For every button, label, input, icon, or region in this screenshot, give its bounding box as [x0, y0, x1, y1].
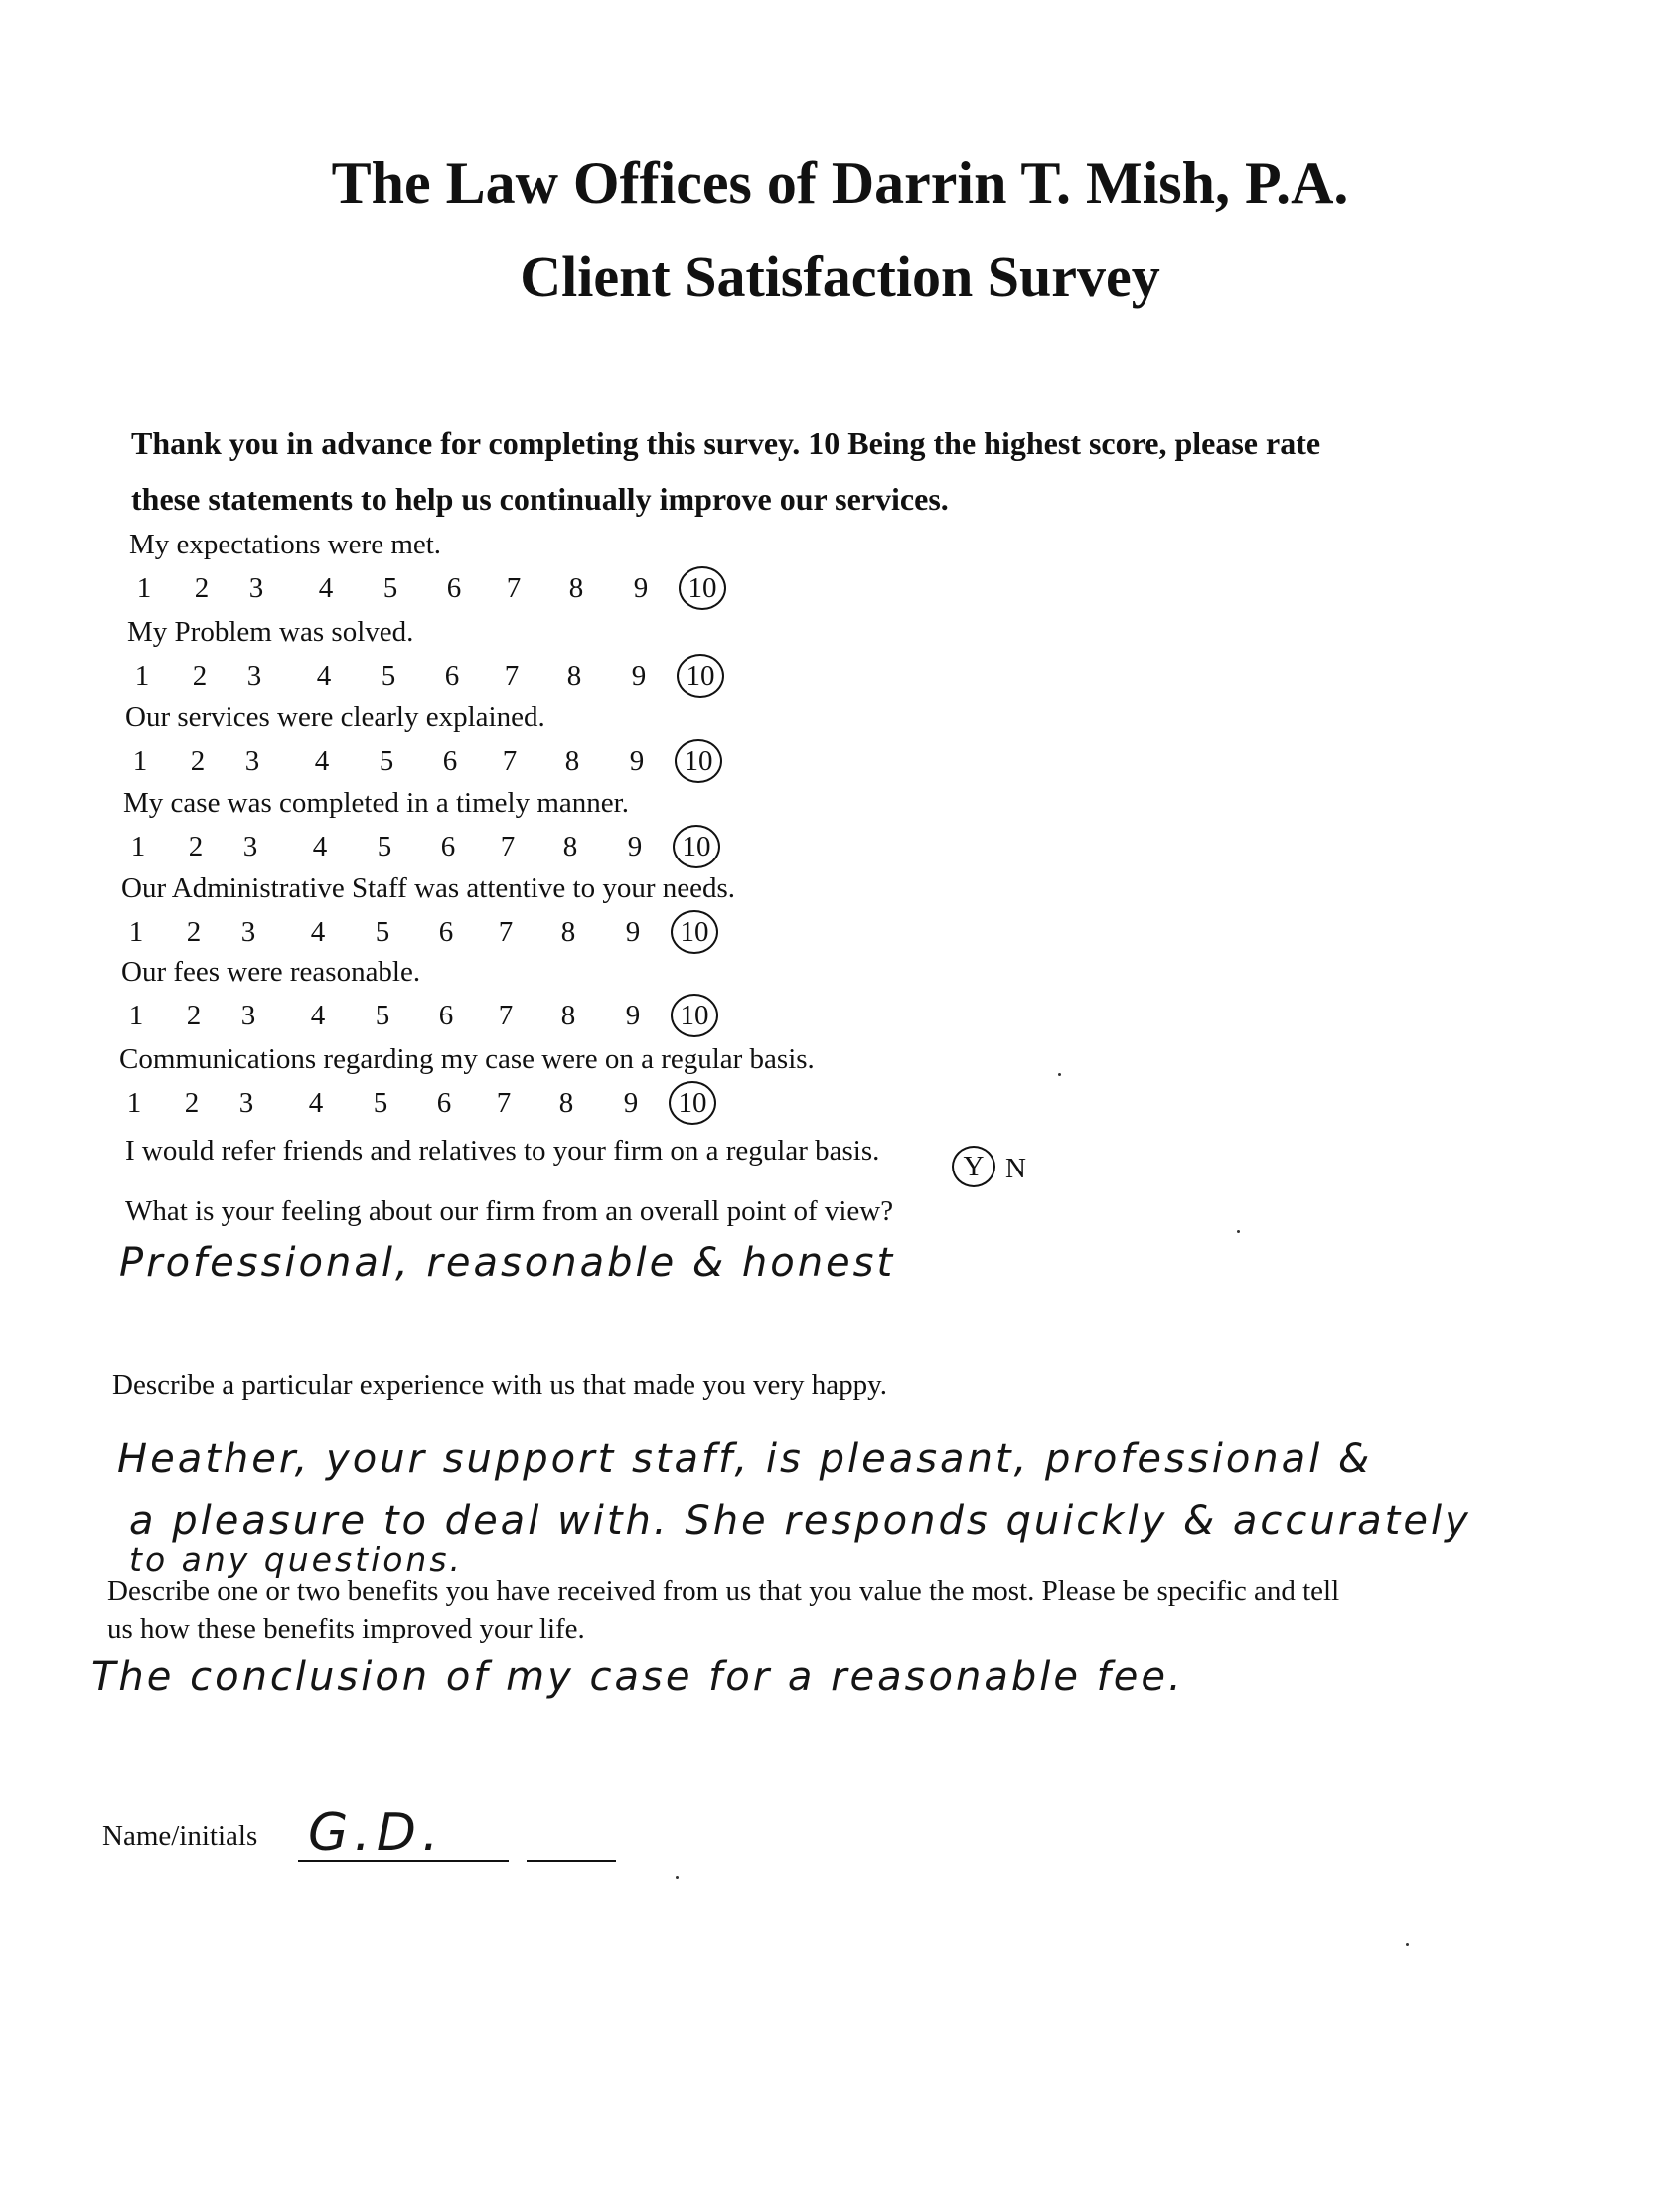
scan-speck — [676, 1876, 679, 1879]
rating-option[interactable]: 4 — [308, 1087, 324, 1119]
question-text: Communications regarding my case were on a regular basis. — [119, 1043, 815, 1075]
rating-option[interactable]: 9 — [627, 831, 643, 862]
rating-option[interactable]: 7 — [502, 745, 518, 777]
rating-option[interactable]: 8 — [558, 1087, 574, 1119]
refer-question: I would refer friends and relatives to your firm on a regular basis. — [125, 1135, 880, 1167]
experience-question: Describe a particular experience with us that made you very happy. — [112, 1369, 887, 1401]
question-text: Our Administrative Staff was attentive to your needs. — [121, 872, 736, 904]
rating-option[interactable]: 9 — [629, 745, 645, 777]
rating-option[interactable]: 6 — [442, 745, 458, 777]
rating-option[interactable]: 1 — [128, 1000, 144, 1031]
experience-answer-line-2[interactable]: a pleasure to deal with. She responds quickly & accurately — [129, 1498, 1471, 1544]
rating-option[interactable]: 9 — [625, 1000, 641, 1031]
rating-option-selected[interactable]: 10 — [679, 566, 726, 610]
name-label: Name/initials — [102, 1820, 258, 1852]
rating-option[interactable]: 2 — [186, 916, 202, 948]
rating-option[interactable]: 9 — [633, 572, 649, 604]
rating-option[interactable]: 2 — [192, 660, 208, 692]
rating-option[interactable]: 8 — [562, 831, 578, 862]
rating-scale — [125, 745, 821, 787]
scan-speck — [1406, 1943, 1409, 1946]
rating-option[interactable]: 2 — [184, 1087, 200, 1119]
refer-no-option[interactable]: N — [1005, 1153, 1026, 1184]
benefits-question-line-1: Describe one or two benefits you have received from us that you value the most. Please be specific and tell — [107, 1575, 1340, 1607]
rating-option[interactable]: 5 — [375, 916, 390, 948]
name-underline — [298, 1860, 509, 1862]
rating-option[interactable]: 8 — [560, 1000, 576, 1031]
refer-yes-option[interactable]: Y — [952, 1146, 995, 1187]
rating-option[interactable]: 6 — [438, 916, 454, 948]
rating-option[interactable]: 8 — [568, 572, 584, 604]
firm-name: The Law Offices of Darrin T. Mish, P.A. — [331, 150, 1349, 216]
rating-option[interactable]: 6 — [444, 660, 460, 692]
rating-option[interactable]: 4 — [316, 660, 332, 692]
feeling-answer[interactable]: Professional, reasonable & honest — [119, 1240, 896, 1286]
rating-option[interactable]: 3 — [238, 1087, 254, 1119]
rating-option-selected[interactable]: 10 — [671, 994, 718, 1037]
rating-option[interactable]: 3 — [240, 916, 256, 948]
survey-title: Client Satisfaction Survey — [520, 244, 1160, 309]
rating-option[interactable]: 4 — [310, 1000, 326, 1031]
rating-option[interactable]: 7 — [496, 1087, 512, 1119]
rating-option[interactable]: 2 — [188, 831, 204, 862]
question-text: My expectations were met. — [129, 529, 442, 560]
rating-option[interactable]: 4 — [314, 745, 330, 777]
rating-option[interactable]: 2 — [194, 572, 210, 604]
rating-option[interactable]: 3 — [246, 660, 262, 692]
rating-option-selected[interactable]: 10 — [677, 654, 724, 698]
name-value[interactable]: G.D. — [308, 1803, 445, 1863]
rating-option[interactable]: 3 — [244, 745, 260, 777]
rating-option[interactable]: 6 — [446, 572, 462, 604]
rating-option-selected[interactable]: 10 — [673, 825, 720, 868]
rating-option[interactable]: 1 — [126, 1087, 142, 1119]
rating-option[interactable]: 1 — [132, 745, 148, 777]
rating-option[interactable]: 5 — [373, 1087, 388, 1119]
rating-option[interactable]: 7 — [506, 572, 522, 604]
question-text: My Problem was solved. — [127, 616, 414, 648]
rating-option[interactable]: 4 — [318, 572, 334, 604]
rating-option-selected[interactable]: 10 — [669, 1081, 716, 1125]
question-text: Our services were clearly explained. — [125, 702, 545, 733]
rating-scale — [121, 1000, 817, 1041]
rating-option[interactable]: 3 — [242, 831, 258, 862]
rating-option[interactable]: 5 — [377, 831, 392, 862]
rating-scale — [123, 831, 819, 872]
rating-option[interactable]: 1 — [134, 660, 150, 692]
question-text: Our fees were reasonable. — [121, 956, 421, 988]
rating-option[interactable]: 5 — [375, 1000, 390, 1031]
rating-option[interactable]: 9 — [631, 660, 647, 692]
rating-option[interactable]: 2 — [190, 745, 206, 777]
rating-option[interactable]: 1 — [128, 916, 144, 948]
rating-scale — [121, 916, 817, 958]
rating-option[interactable]: 5 — [379, 745, 394, 777]
rating-option[interactable]: 4 — [312, 831, 328, 862]
rating-option[interactable]: 1 — [136, 572, 152, 604]
rating-option[interactable]: 1 — [130, 831, 146, 862]
rating-option[interactable]: 5 — [381, 660, 396, 692]
experience-answer-line-3[interactable]: to any questions. — [129, 1540, 464, 1579]
rating-option[interactable]: 3 — [240, 1000, 256, 1031]
rating-option[interactable]: 8 — [564, 745, 580, 777]
rating-option[interactable]: 9 — [623, 1087, 639, 1119]
rating-option[interactable]: 6 — [438, 1000, 454, 1031]
rating-option[interactable]: 2 — [186, 1000, 202, 1031]
question-text: My case was completed in a timely manner. — [123, 787, 629, 819]
rating-option[interactable]: 4 — [310, 916, 326, 948]
feeling-question: What is your feeling about our firm from an overall point of view? — [125, 1195, 894, 1227]
rating-scale — [129, 572, 825, 614]
rating-option[interactable]: 8 — [560, 916, 576, 948]
rating-option[interactable]: 7 — [500, 831, 516, 862]
rating-scale — [127, 660, 823, 702]
benefits-question-line-2: us how these benefits improved your life. — [107, 1613, 585, 1644]
rating-option[interactable]: 7 — [498, 916, 514, 948]
name-underline-extra — [527, 1860, 616, 1862]
rating-option[interactable]: 6 — [436, 1087, 452, 1119]
scan-speck — [1237, 1230, 1240, 1233]
rating-option-selected[interactable]: 10 — [671, 910, 718, 954]
intro-line-1: Thank you in advance for completing this survey. 10 Being the highest score, please rate — [131, 425, 1321, 461]
rating-scale — [119, 1087, 815, 1129]
rating-option[interactable]: 6 — [440, 831, 456, 862]
rating-option[interactable]: 5 — [382, 572, 398, 604]
scan-speck — [1058, 1073, 1061, 1076]
rating-option[interactable]: 7 — [504, 660, 520, 692]
intro-line-2: these statements to help us continually improve our services. — [131, 481, 949, 517]
rating-option[interactable]: 9 — [625, 916, 641, 948]
benefits-answer[interactable]: The conclusion of my case for a reasonable fee. — [91, 1654, 1184, 1700]
experience-answer-line-1[interactable]: Heather, your support staff, is pleasant, professional & — [117, 1436, 1373, 1482]
rating-option[interactable]: 3 — [248, 572, 264, 604]
rating-option-selected[interactable]: 10 — [675, 739, 722, 783]
rating-option[interactable]: 7 — [498, 1000, 514, 1031]
rating-option[interactable]: 8 — [566, 660, 582, 692]
